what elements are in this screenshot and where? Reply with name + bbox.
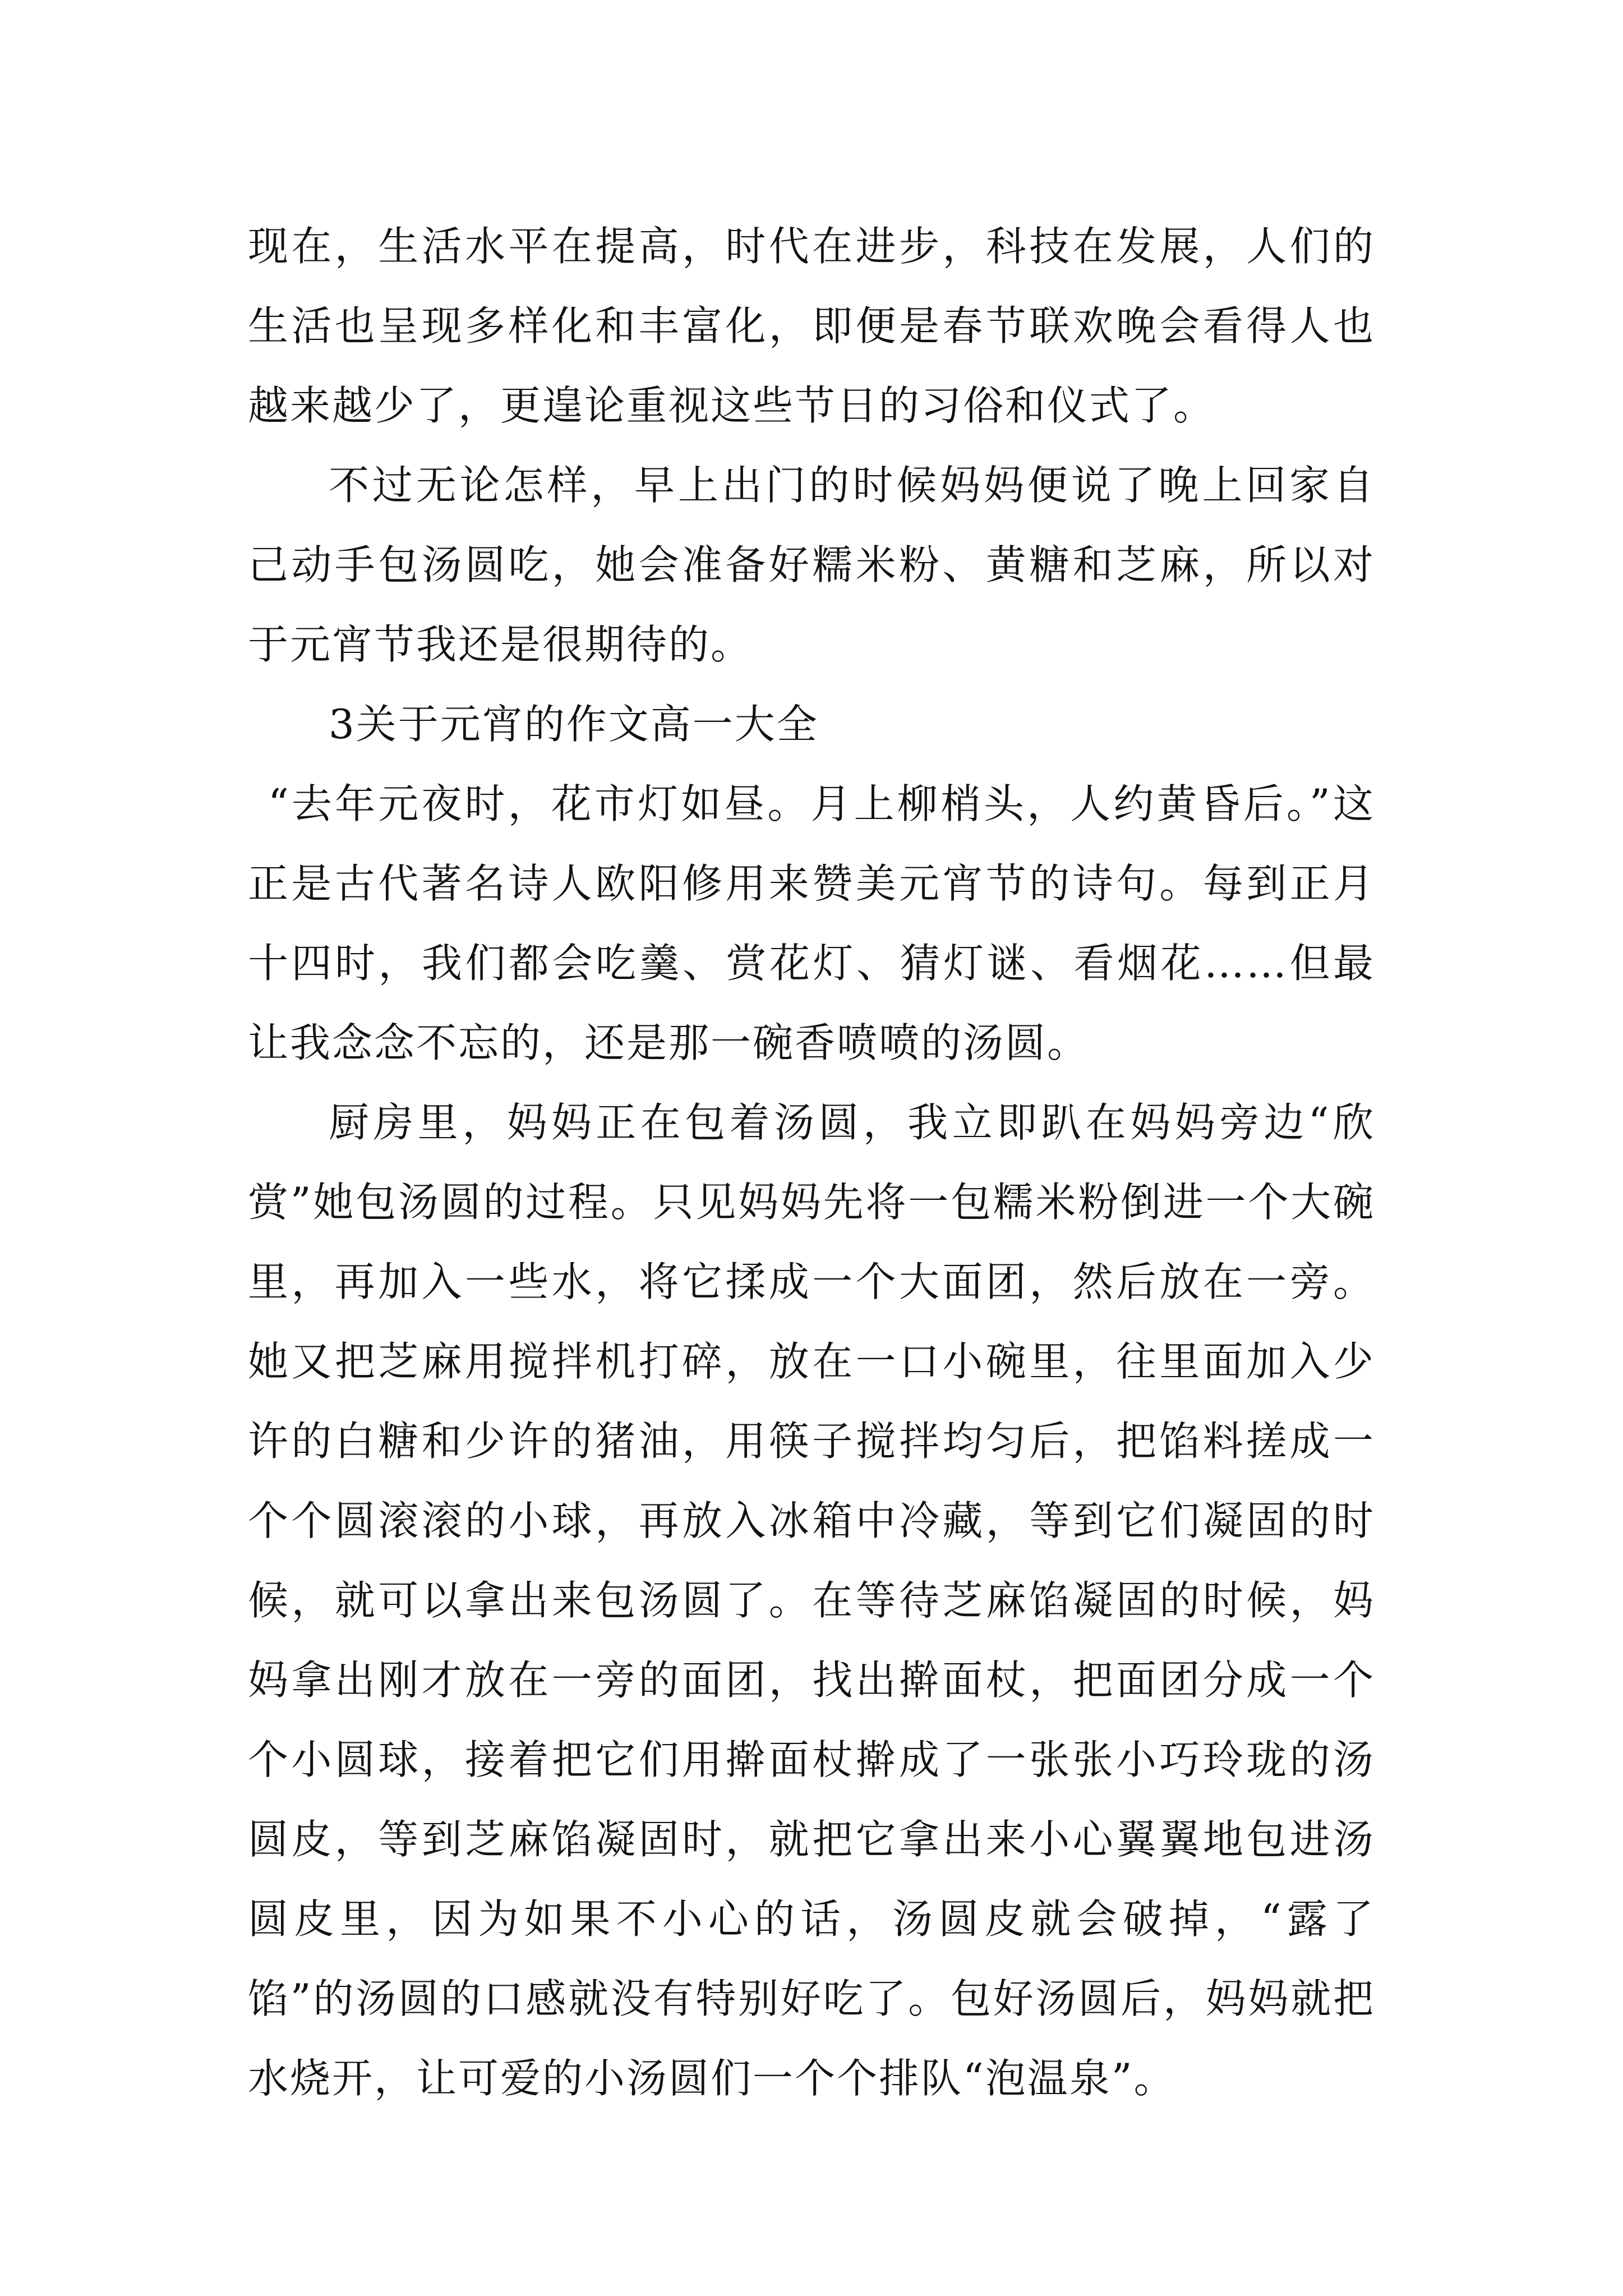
paragraph-poem-quote: “去年元夜时，花市灯如昼。月上柳梢头，人约黄昏后。”这正是古代著名诗人欧阳修用来赞美元宵节的诗句。每到正月十四时，我们都会吃羹、赏花灯、猜灯谜、看烟花……但最让我念念不忘的，还是那一碗香喷喷的汤圆。 — [248, 780, 1375, 1066]
paragraph-living-standards: 现在，生活水平在提高，时代在进步，科技在发展，人们的生活也呈现多样化和丰富化，即便是春节联欢晚会看得人也越来越少了，更遑论重视这些节日的习俗和仪式了。 — [248, 223, 1375, 429]
section-heading: 3关于元宵的作文高一大全 — [329, 701, 819, 748]
paragraph-mother-tangyuan: 不过无论怎样，早上出门的时候妈妈便说了晚上回家自己动手包汤圆吃，她会准备好糯米粉、黄糖和芝麻，所以对于元宵节我还是很期待的。 — [248, 462, 1375, 668]
document-body — [248, 206, 1375, 2118]
paragraph-kitchen: 厨房里，妈妈正在包着汤圆，我立即趴在妈妈旁边“欣赏”她包汤圆的过程。只见妈妈先将一包糯米粉倒进一个大碗里，再加入一些水，将它揉成一个大面团，然后放在一旁。她又把芝麻用搅拌机打碎，放在一口小碗里，往里面加入少许的白糖和少许的猪油，用筷子搅拌均匀后，把馅料搓成一个个圆滚滚的小球，再放入冰箱中冷藏，等到它们凝固的时候，就可以拿出来包汤圆了。在等待芝麻馅凝固的时候，妈妈拿出刚才放在一旁的面团，找出擀面杖，把面团分成一个个小圆球，接着把它们用擀面杖擀成了一张张小巧玲珑的汤圆皮，等到芝麻馅凝固时，就把它拿出来小心翼翼地包进汤圆皮里，因为如果不小心的话，汤圆皮就会破掉，“露了馅”的汤圆的口感就没有特别好吃了。包好汤圆后，妈妈就把水烧开，让可爱的小汤圆们一个个排队“泡温泉”。 — [248, 1099, 1375, 2102]
